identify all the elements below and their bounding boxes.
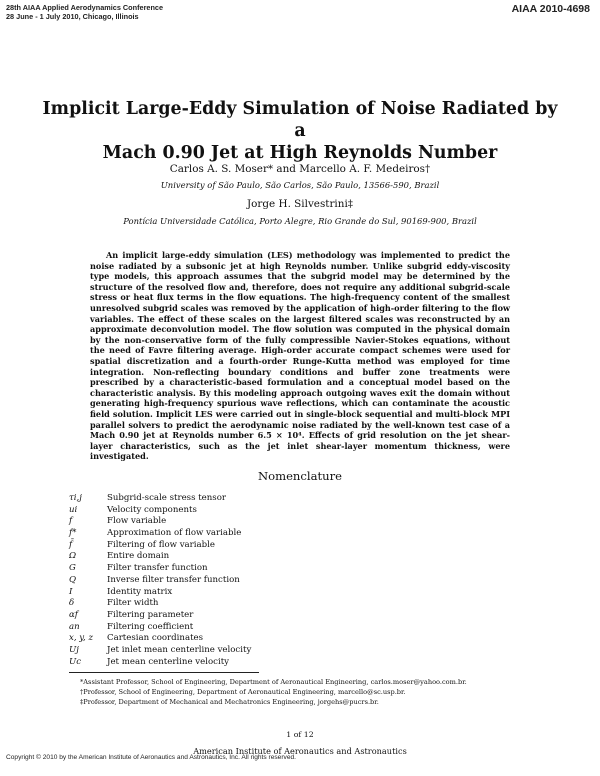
footnote-2: †Professor, School of Engineering, Department of Aeronautical Engineering, marcello@sc.usp.br.	[80, 688, 406, 697]
nomenclature-definition: Jet mean centerline velocity	[107, 656, 230, 667]
author-names-1: Carlos A. S. Moser* and Marcello A. F. Medeiros†	[169, 163, 431, 175]
title-line-2: Mach 0.90 Jet at High Reynolds Number	[102, 143, 498, 163]
nomenclature-symbol: I	[69, 586, 73, 597]
nomenclature-row	[69, 563, 251, 575]
conference-dates: 28 June - 1 July 2010, Chicago, Illinois	[6, 11, 139, 21]
nomenclature-row	[69, 645, 251, 657]
paper-number: AIAA 2010-4698	[511, 3, 590, 15]
nomenclature-definition: Inverse filter transfer function	[107, 574, 240, 585]
nomenclature-symbol: ui	[69, 504, 78, 515]
nomenclature-definition: Filter width	[107, 598, 159, 609]
abstract-text: An implicit large-eddy simulation (LES) methodology was implemented to predict the noise radiated by a subsonic jet at high Reynolds number. Unlike subgrid eddy-viscosity type models, this approach assumes that the subgrid model may be determined by the structure of the resolved flow and, therefore, does not require any additional subgrid-scale stress or heat flux terms in the flow equations. The high-frequency content of the smallest unresolved subgrid scales was removed by the application of high-order filtering to the flow variables. The effect of these scales on the largest filtered scales was reconstructed by an approximate deconvolution model. The flow solution was computed in the physical domain by the non-conservative form of the fully compressible Navier-Stokes equations, without the need of Favre filtering average. High-order accurate compact schemes were used for spatial discretization and a fourth-order Runge-Kutta method was employed for time integration. Non-reflecting boundary conditions and buffer zone treatments were prescribed by a characteristic-based formulation and a conceptual model based on the characteristic analysis. By this modeling approach outgoing waves exit the domain without generating high-frequency spurious wave reflections, which can contaminate the acoustic field solution. Implicit LES were carried out in single-block sequential and multi-block MPI parallel solvers to predict the aerodynamic noise radiated by the well-known test case of a Mach 0.90 jet at Reynolds number 6.5 × 10⁴. Effects of grid resolution on the jet shear-layer characteristics, such as the jet inlet shear-layer momentum thickness, were investigated.	[90, 250, 510, 462]
nomenclature-row	[69, 633, 251, 645]
nomenclature-definition: Filtering of flow variable	[107, 539, 215, 550]
footnote-3: ‡Professor, Department of Mechanical and Mechatronics Engineering, jorgehs@pucrs.br.	[80, 698, 379, 707]
nomenclature-definition: Filtering parameter	[107, 609, 194, 620]
nomenclature-symbol: δ	[69, 598, 75, 609]
nomenclature-definition: Filtering coefficient	[107, 621, 194, 632]
nomenclature-row	[69, 622, 251, 634]
author-affiliation-2: Pontícia Universidade Católica, Porto Alegre, Rio Grande do Sul, 90169-900, Brazil	[123, 216, 477, 226]
nomenclature-symbol: f	[69, 516, 73, 527]
footnote-divider	[69, 672, 259, 673]
nomenclature-definition: Filter transfer function	[107, 563, 208, 574]
nomenclature-symbol: Ω	[69, 551, 77, 562]
nomenclature-row	[69, 610, 251, 622]
nomenclature-symbol: Q	[69, 574, 77, 585]
nomenclature-definition: Identity matrix	[107, 586, 173, 597]
page-number: 1 of 12	[286, 730, 314, 739]
nomenclature-symbol: f̄	[69, 539, 73, 550]
nomenclature-row	[69, 516, 251, 528]
footnote-1: *Assistant Professor, School of Engineering, Department of Aeronautical Engineering, carlos.moser@yahoo.com.br.	[80, 678, 467, 686]
footnotes	[80, 677, 467, 708]
nomenclature-symbol: f*	[69, 528, 77, 539]
nomenclature-definition: Velocity components	[107, 504, 197, 515]
nomenclature-row	[69, 493, 251, 505]
nomenclature-symbol: an	[69, 621, 80, 632]
nomenclature-row	[69, 528, 251, 540]
nomenclature-row	[69, 657, 251, 669]
nomenclature-row	[69, 551, 251, 563]
nomenclature-heading: Nomenclature	[257, 469, 343, 483]
nomenclature-row	[69, 540, 251, 552]
nomenclature-definition: Entire domain	[107, 551, 170, 562]
nomenclature-symbol: τi,j	[69, 493, 82, 503]
conference-header	[6, 4, 163, 21]
nomenclature-row	[69, 505, 251, 517]
paper-title	[40, 98, 560, 164]
nomenclature-symbol: Uj	[69, 644, 79, 655]
copyright-notice: Copyright © 2010 by the American Institute of Aeronautics and Astronautics, Inc. All rights reserved.	[6, 754, 297, 761]
nomenclature-symbol: x, y, z	[69, 633, 94, 644]
author-affiliation-1: University of São Paulo, São Carlos, São Paulo, 13566-590, Brazil	[160, 180, 440, 190]
nomenclature-definition: Subgrid-scale stress tensor	[107, 493, 226, 503]
title-line-1: Implicit Large-Eddy Simulation of Noise Radiated by a	[42, 99, 558, 141]
nomenclature-definition: Cartesian coordinates	[107, 633, 204, 644]
nomenclature-symbol: G	[69, 563, 76, 574]
nomenclature-symbol: Uc	[69, 656, 82, 667]
nomenclature-definition: Jet inlet mean centerline velocity	[107, 644, 252, 655]
nomenclature-row	[69, 598, 251, 610]
nomenclature-definition: Flow variable	[107, 516, 167, 527]
conference-name: 28th AIAA Applied Aerodynamics Conference	[6, 3, 164, 12]
nomenclature-list	[69, 493, 251, 668]
nomenclature-row	[69, 575, 251, 587]
nomenclature-definition: Approximation of flow variable	[107, 528, 242, 539]
publisher-footer: American Institute of Aeronautics and Astronautics	[193, 746, 407, 756]
abstract	[90, 250, 510, 462]
author-names-2: Jorge H. Silvestrini‡	[247, 198, 353, 210]
nomenclature-symbol: αf	[69, 609, 78, 620]
nomenclature-row	[69, 587, 251, 599]
